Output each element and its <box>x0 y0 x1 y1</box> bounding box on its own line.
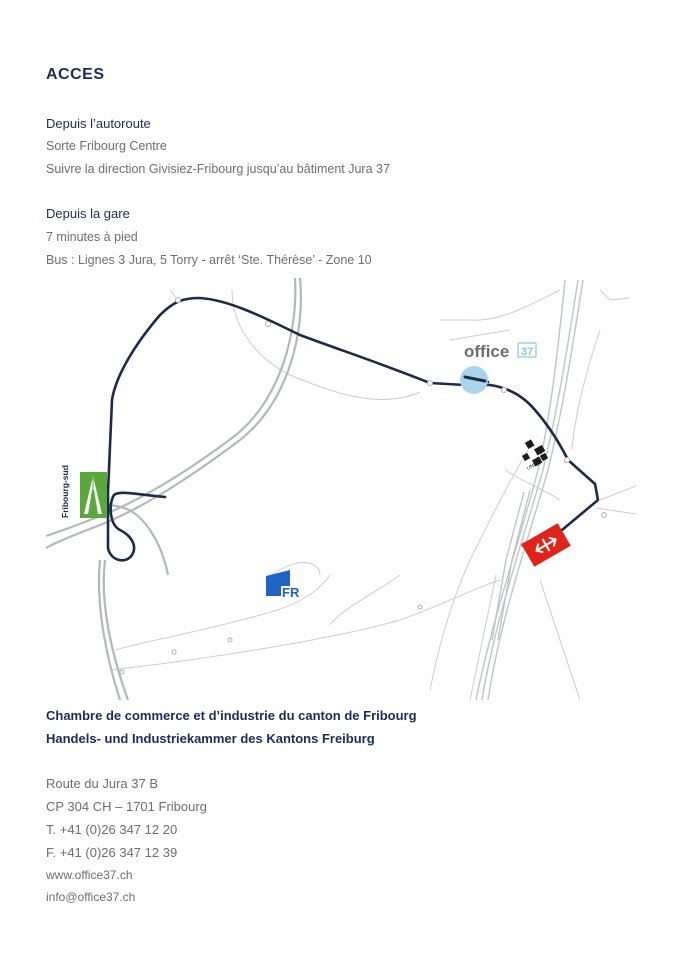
email-link[interactable]: info@office37.ch <box>46 890 136 904</box>
phone-number: T. +41 (0)26 347 12 20 <box>46 822 178 837</box>
page-title: ACCES <box>46 66 105 83</box>
motorway-line-1: Sorte Fribourg Centre <box>46 139 167 153</box>
address-street: Route du Jura 37 B <box>46 776 159 791</box>
station-line-2: Bus : Lignes 3 Jura, 5 Torry - arrêt ‘Ste. Thérèse’ - Zone 10 <box>46 253 372 267</box>
website-link[interactable]: www.office37.ch <box>46 868 133 882</box>
office-number: 37 <box>521 346 534 358</box>
exit-label: Fribourg-sud <box>60 465 70 518</box>
highway-sign-icon <box>80 472 107 518</box>
org-name-french: Chambre de commerce et d’industrie du canton de Fribourg <box>46 708 417 723</box>
motorway-heading: Depuis l’autoroute <box>46 116 151 131</box>
address-po-box: CP 304 CH – 1701 Fribourg <box>46 799 207 814</box>
station-line-1: 7 minutes à pied <box>46 230 138 244</box>
university-label: UNI FR <box>526 458 544 472</box>
hospital-label: FR <box>282 585 300 600</box>
station-heading: Depuis la gare <box>46 206 130 221</box>
office-label: office <box>464 342 510 361</box>
org-name-german: Handels- und Industriekammer des Kantons Freiburg <box>46 731 375 746</box>
access-map <box>0 270 682 700</box>
fax-number: F. +41 (0)26 347 12 39 <box>46 845 178 860</box>
motorway-line-2: Suivre la direction Givisiez-Fribourg jusqu’au bâtiment Jura 37 <box>46 162 390 176</box>
